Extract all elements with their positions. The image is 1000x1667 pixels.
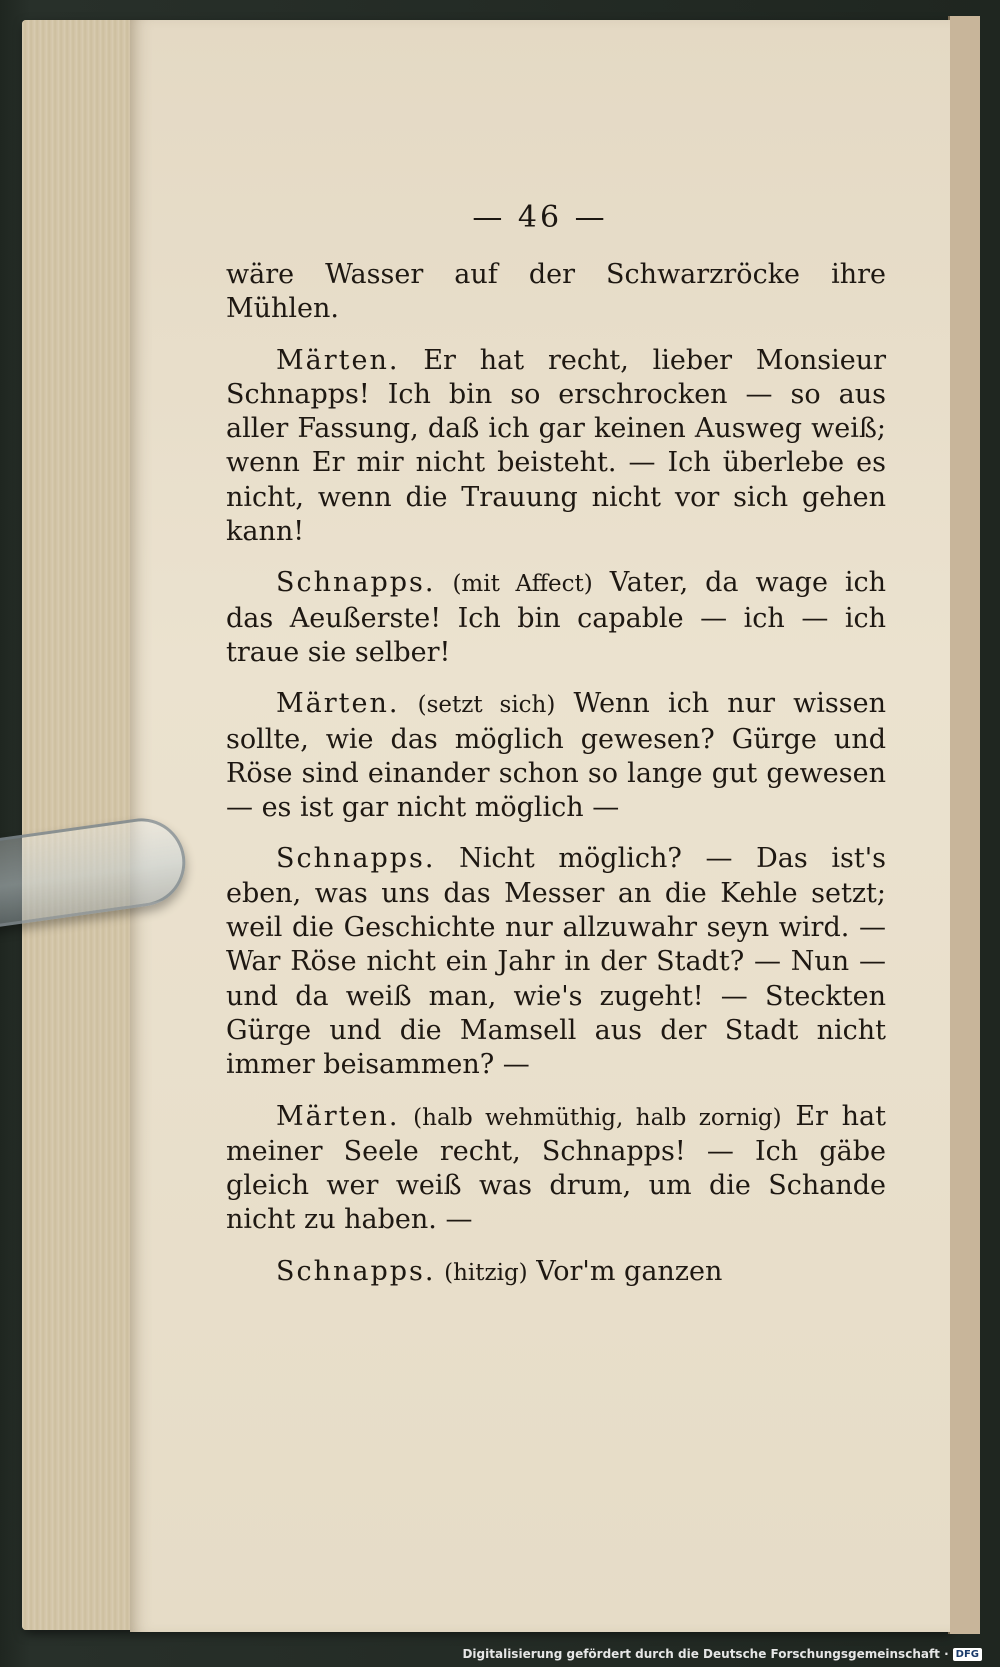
paragraph-speech	[226, 1100, 886, 1238]
paragraph-speech	[226, 687, 886, 825]
paragraph-text: wäre Wasser auf der Schwarzröcke ihre Mühlen.	[226, 259, 886, 325]
paragraph-speech	[226, 344, 886, 550]
speaker-name: Schnapps.	[276, 567, 436, 599]
speaker-name: Schnapps.	[276, 1255, 436, 1287]
paragraph-text: Er hat recht, lieber Monsieur Schnapps! Ich bin so erschrocken — so aus aller Fassung, daß ich gar keinen Ausweg weiß; wenn Er mir nicht beisteht. — Ich überlebe es nicht, wenn die Trauung nicht vor sich gehen kann!	[226, 344, 886, 548]
speaker-name: Märten.	[276, 1100, 400, 1132]
speaker-name: Schnapps.	[276, 843, 436, 875]
paragraph-continuation	[226, 258, 886, 327]
book-cover-edge	[948, 16, 980, 1634]
stage-direction: (hitzig)	[444, 1259, 528, 1286]
paragraph-text: Vor'm ganzen	[536, 1255, 723, 1287]
paragraph-speech	[226, 1255, 886, 1290]
page-text	[226, 258, 886, 1290]
stage-direction: (setzt sich)	[417, 692, 556, 719]
stage-direction: (halb wehmüthig, halb zornig)	[413, 1104, 782, 1131]
paragraph-speech	[226, 566, 886, 670]
speaker-name: Märten.	[276, 688, 400, 720]
paragraph-text: Vater, da wage ich das Aeußerste! Ich bin capable — ich — ich traue sie selber!	[226, 567, 887, 668]
dfg-logo-icon: DFG	[953, 1648, 982, 1661]
paragraph-text: Nicht möglich? — Das ist's eben, was uns das Messer an die Kehle setzt; weil die Geschichte nur allzuwahr seyn wird. — War Röse nicht ein Jahr in der Stadt? — Nun — und da weiß man, wie's zugeht! — Steckten Gürge und die Mamsell aus der Stadt nicht immer beisammen? —	[226, 843, 886, 1081]
page-number: — 46 —	[472, 200, 608, 235]
paragraph-text: Wenn ich nur wissen sollte, wie das möglich gewesen? Gürge und Röse sind einander schon so lange gut gewesen — es ist gar nicht möglich —	[226, 688, 886, 824]
credit-text: Digitalisierung gefördert durch die Deutsche Forschungsgemeinschaft ·	[462, 1647, 949, 1661]
paragraph-speech	[226, 842, 886, 1082]
paragraph-text: Er hat meiner Seele recht, Schnapps! — Ich gäbe gleich wer weiß was drum, um die Schande nicht zu haben. —	[226, 1100, 886, 1236]
book-page	[130, 20, 950, 1632]
stage-direction: (mit Affect)	[452, 571, 593, 598]
speaker-name: Märten.	[276, 344, 400, 376]
digitization-credit	[462, 1647, 982, 1661]
